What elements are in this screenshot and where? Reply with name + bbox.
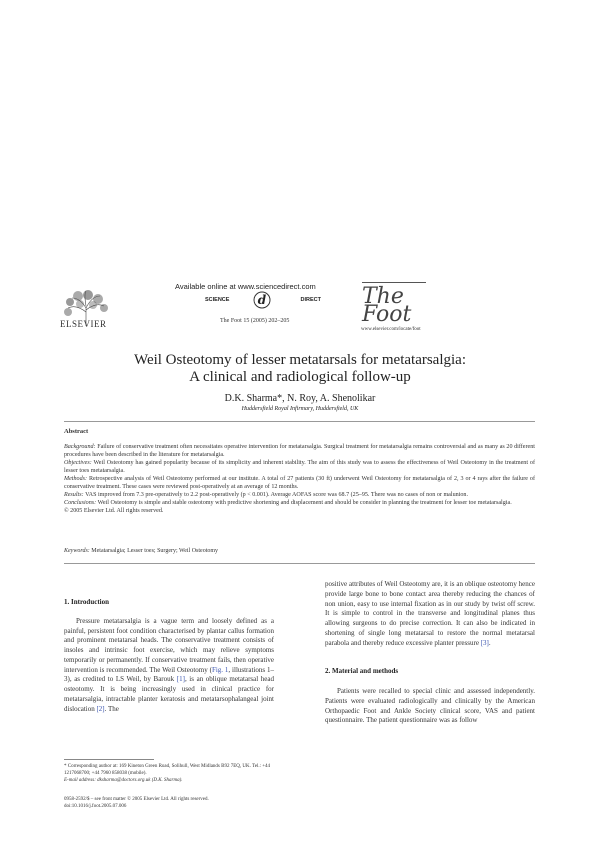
abstract-objectives: Objectives: Weil Osteotomy has gained popularity because of its simplicity and inherent stability. The aim of this study was to assess the effectiveness of Weil Osteotomy in the treatment of lesser toes metatarsalgia. xyxy=(64,460,535,474)
right-column xyxy=(325,580,535,726)
abstract-results: Results: VAS improved from 7.3 pre-operatively to 2.2 post-operatively (p < 0.001). Average AOFAS score was 68.7 (25–95. There was no cases of non or malunion. xyxy=(64,492,468,498)
abstract-conclusions: Conclusions: Weil Osteotomy is simple and stable osteotomy with predictive shortening and displacement and should be consider in planning the treatment for lesser toe metatarsalgia. xyxy=(64,500,512,506)
authors: D.K. Sharma*, N. Roy, A. Shenolikar xyxy=(224,393,376,404)
abstract-methods: Methods: Retrospective analysis of Weil Osteotomy performed at our institute. A total of 27 patients (30 ft) underwent Weil Osteotomy for metatarsalgia of 2, 3 or 4 rays after the failure of conservative treatment. These cases were reviewed post-operatively at an average of 12 months. xyxy=(64,476,535,490)
abstract-background: Background: Failure of conservative treatment often necessitates operative intervention for metatarsalgia. Surgical treatment for metatarsalgia remains controversial and as many as 20 different procedures have been described in the literature for metatarsalgia. xyxy=(64,444,535,458)
article-title-line2: A clinical and radiological follow-up xyxy=(189,369,411,385)
ref-link-2[interactable]: [2] xyxy=(96,704,105,713)
intro-heading: 1. Introduction xyxy=(64,598,109,606)
right-paragraph-1: positive attributes of Weil Osteotomy are, it is an oblique osteotomy hence provide large bone to bone contact area thereby reducing the chances of non union, easy to use internal fixation as in our study by twist off screw. It is simple to control in the transverse and longitudinal planes thus allowing surgeons to do precise correction. It can also be indicated in shortening of single long metatarsal to restore the normal metatarsal parabola and thereby reduce excessive planter pressure [3]. xyxy=(325,580,535,647)
footnote-doi[interactable]: doi:10.1016/j.foot.2005.07.006 xyxy=(64,804,127,809)
abstract-block xyxy=(64,428,535,515)
footnote-issn: 0958-2592/$ – see front matter © 2005 Elsevier Ltd. All rights reserved. xyxy=(64,797,209,802)
sciencedirect-logo xyxy=(205,292,325,308)
top-divider xyxy=(64,421,535,422)
abstract-divider xyxy=(64,563,535,564)
publisher-name: ELSEVIER xyxy=(60,319,107,329)
fig-link[interactable]: Fig. 1 xyxy=(211,665,229,674)
sciencedirect-d-icon xyxy=(252,290,272,310)
journal-url[interactable]: www.elsevier.com/locate/foot xyxy=(361,327,421,332)
ref-link-1[interactable]: [1] xyxy=(176,675,185,684)
journal-logo: The Foot xyxy=(362,284,412,327)
footnote-rule xyxy=(64,759,154,760)
intro-section xyxy=(64,598,274,714)
article-title-line1: Weil Osteotomy of lesser metatarsals for metatarsalgia: xyxy=(133,352,466,368)
affiliation: Huddersfield Royal Infirmary, Huddersfield, UK xyxy=(241,406,359,412)
abstract-heading: Abstract xyxy=(64,428,89,435)
ref-link-3[interactable]: [3] xyxy=(480,638,489,647)
methods-paragraph: Patients were recalled to special clinic and assessed independently. Patients were evaluated radiologically and clinically by the American Orthopaedic Foot and Ankle Society clinical score, VAS and patient questionnaire. The patient questionnaire was as follow xyxy=(325,687,535,725)
abstract-copyright: © 2005 Elsevier Ltd. All rights reserved. xyxy=(64,508,164,514)
sd-right-word: DIRECT xyxy=(300,297,321,303)
sd-left-word: SCIENCE xyxy=(205,297,230,303)
svg-text:d: d xyxy=(257,293,267,307)
methods-heading: 2. Material and methods xyxy=(325,667,399,676)
journal-reference: The Foot 15 (2005) 202–205 xyxy=(220,318,290,324)
intro-paragraph: Pressure metatarsalgia is a vague term and loosely defined as a painful, persistent foot condition characterised by plantar callus formation and prominent metatarsal heads. The conservative treatment consists of insoles and intrinsic foot exercise, which may relieve symptoms temporarily or permanently. If conservative treatment fails, then operative intervention is recommended. The Weil Osteotomy (Fig. 1, illustrations 1–3), as credited to LS Weil, by Barouk [1], is an oblique metatarsal head osteotomy. It is being increasingly used in clinical practice for metatarsalgia, intractable planter keratosis and metatarsophalangeal joint dislocation [2]. The xyxy=(64,616,275,713)
footnote-email: E-mail address: dksharma@doctors.org.uk (D.K. Sharma). xyxy=(64,778,183,783)
keywords: Keywords: Metatarsalgia; Lesser toes; Surgery; Weil Osteotomy xyxy=(64,548,219,554)
available-online-text: Available online at www.sciencedirect.com xyxy=(175,282,316,291)
footnote-corresponding: * Corresponding author at: 169 Kineton Green Road, Solihull, West Midlands B92 7EQ, UK. Tel.: +44 1217068700; +44 7960 858038 (mobile). xyxy=(64,764,271,776)
